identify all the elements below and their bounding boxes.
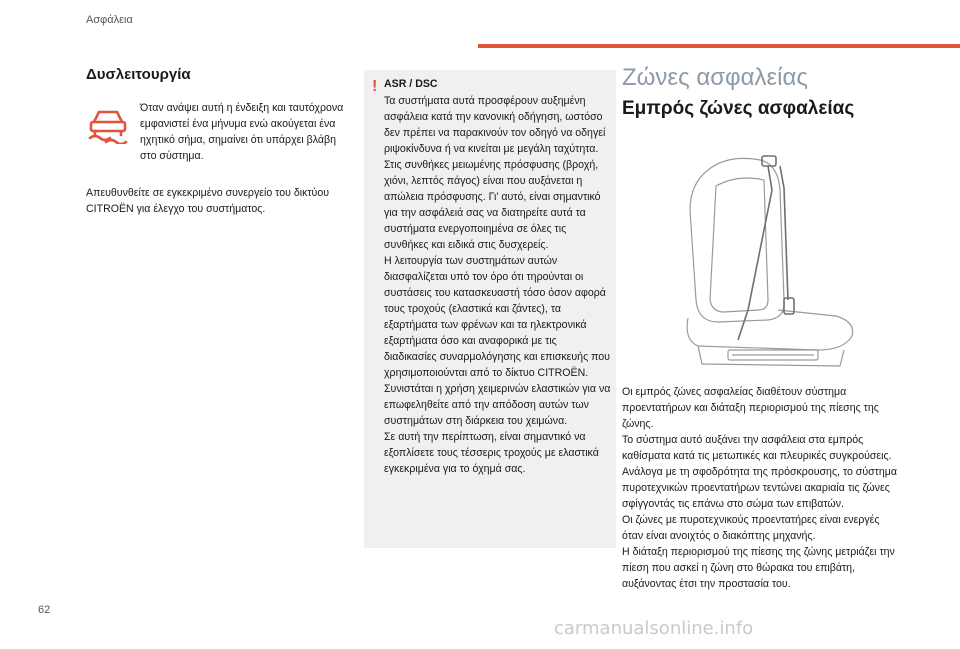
notice-paragraph: Η λειτουργία των συστημάτων αυτών διασφαλίζεται υπό τον όρο ότι τηρούνται οι συστάσεις του κατασκευαστή τόσο όσον αφορά τους τροχούς (ελαστικά και ζάντες), τα εξαρτήματα των φρένων και τα ηλεκτρονικά εξαρτήματα όσο και αναφορικά με τις διαδικασίες συναρμολόγησης και επισκευής που χρησιμοποιούνται από το δίκτυο CITROËN.	[384, 255, 610, 379]
notice-paragraph: Σε αυτή την περίπτωση, είναι σημαντικό να εξοπλίσετε τους τέσσερις τροχούς με ελαστικά εγκεκριμένα για το όχημά σας.	[384, 431, 599, 475]
notice-body	[384, 93, 612, 477]
dealer-advice: Απευθυνθείτε σε εγκεκριμένο συνεργείο του δικτύου CITROËN για έλεγχο του συστήματος.	[86, 187, 330, 215]
malfunction-heading: Δυσλειτουργία	[86, 66, 191, 83]
header-accent-rule	[478, 44, 960, 48]
seatbelt-paragraph: Το σύστημα αυτό αυξάνει την ασφάλεια στα εμπρός καθίσματα κατά τις μετωπικές και πλευρικές συγκρούσεις. Ανάλογα με τη σφοδρότητα της πρόσκρουσης, το σύστημα πυροτεχνικών προεντατήρων τεντώνει ακαριαία τις ζώνες σφίγγοντάς τις επάνω στο σώμα των επιβατών.	[622, 434, 897, 510]
notice-paragraph: Συνιστάται η χρήση χειμερινών ελαστικών για να επωφεληθείτε από την απόδοση αυτών των συστημάτων στη διάρκεια του χειμώνα.	[384, 383, 611, 427]
notice-paragraph: Στις συνθήκες μειωμένης πρόσφυσης (βροχή, χιόνι, λεπτός πάγος) είναι που αυξάνεται η απώλεια πρόσφυσης. Γι' αυτό, είναι σημαντικό για την ασφάλειά σας να διατηρείτε αυτά τα συστήματα ενεργοποιημένα σε όλες τις συνθήκες και ειδικά στις δυσχερείς.	[384, 159, 601, 251]
malfunction-description: Όταν ανάψει αυτή η ένδειξη και ταυτόχρονα εμφανιστεί ένα μήνυμα ενώ ακούγεται ένα ηχητικό σήμα, σημαίνει ότι υπάρχει βλάβη στο σύστημα.	[140, 102, 344, 162]
seatbelt-paragraph: Η διάταξη περιορισμού της πίεσης της ζώνης μετριάζει την πίεση που ασκεί η ζώνη στο θώρακα του επιβάτη, αυξάνοντας έτσι την προστασία του.	[622, 546, 895, 590]
section-title: Εμπρός ζώνες ασφαλείας	[622, 98, 855, 119]
stability-control-warning-icon	[86, 104, 130, 144]
notice-paragraph: Τα συστήματα αυτά προσφέρουν αυξημένη ασφάλεια κατά την κανονική οδήγηση, ωστόσο δεν πρέπει να παρακινούν τον οδηγό να οδηγεί ριψοκίνδυνα ή να κινείται με μεγάλη ταχύτητα.	[384, 95, 606, 155]
seat-with-seatbelt-illustration	[668, 150, 864, 376]
chapter-title: Ζώνες ασφαλείας	[622, 64, 808, 91]
seatbelt-paragraph: Οι ζώνες με πυροτεχνικούς προεντατήρες είναι ενεργές όταν είναι ανοιχτός ο διακόπτης μηχανής.	[622, 514, 880, 542]
warning-exclamation-icon: !	[372, 78, 378, 95]
seatbelt-description	[622, 384, 902, 592]
page-number: 62	[38, 604, 51, 616]
seatbelt-paragraph: Οι εμπρός ζώνες ασφαλείας διαθέτουν σύστημα προεντατήρων και διάταξη περιορισμού της πίεσης της ζώνης.	[622, 386, 879, 430]
watermark: carmanualsonline.info	[554, 618, 754, 639]
section-header: Ασφάλεια	[86, 14, 133, 26]
notice-title: ASR / DSC	[384, 78, 438, 90]
